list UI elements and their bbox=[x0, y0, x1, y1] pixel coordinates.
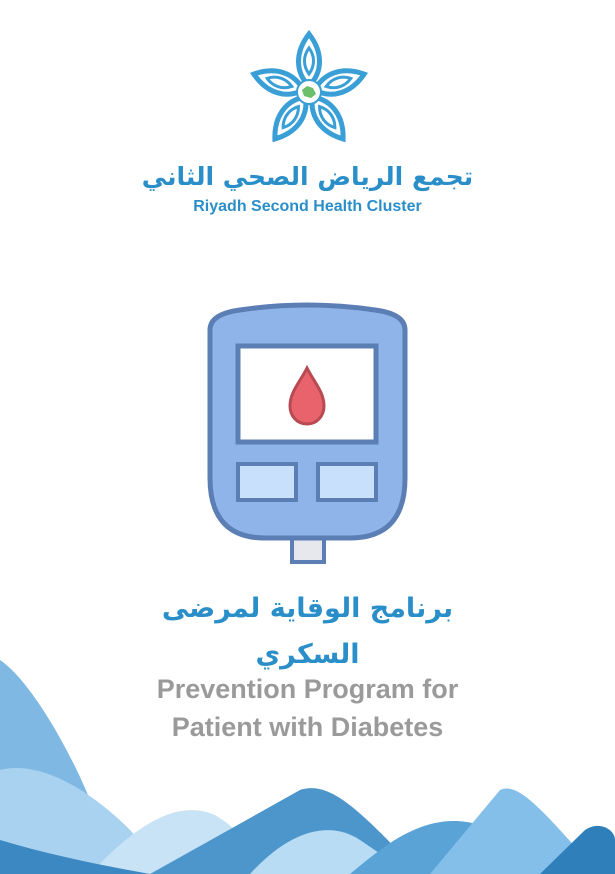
program-title-english-line1: Prevention Program for bbox=[156, 674, 459, 704]
organization-name-english: Riyadh Second Health Cluster bbox=[193, 198, 422, 215]
glucose-meter-icon bbox=[200, 300, 415, 570]
organization-name-arabic: تجمع الرياض الصحي الثاني bbox=[141, 162, 474, 191]
program-title-english-line2: Patient with Diabetes bbox=[171, 712, 444, 742]
cluster-logo-icon bbox=[245, 28, 373, 152]
decorative-mountains bbox=[0, 640, 615, 874]
program-title-arabic-line2: السكري bbox=[255, 639, 360, 670]
program-title-arabic-line1: برنامج الوقاية لمرضى bbox=[161, 593, 454, 624]
